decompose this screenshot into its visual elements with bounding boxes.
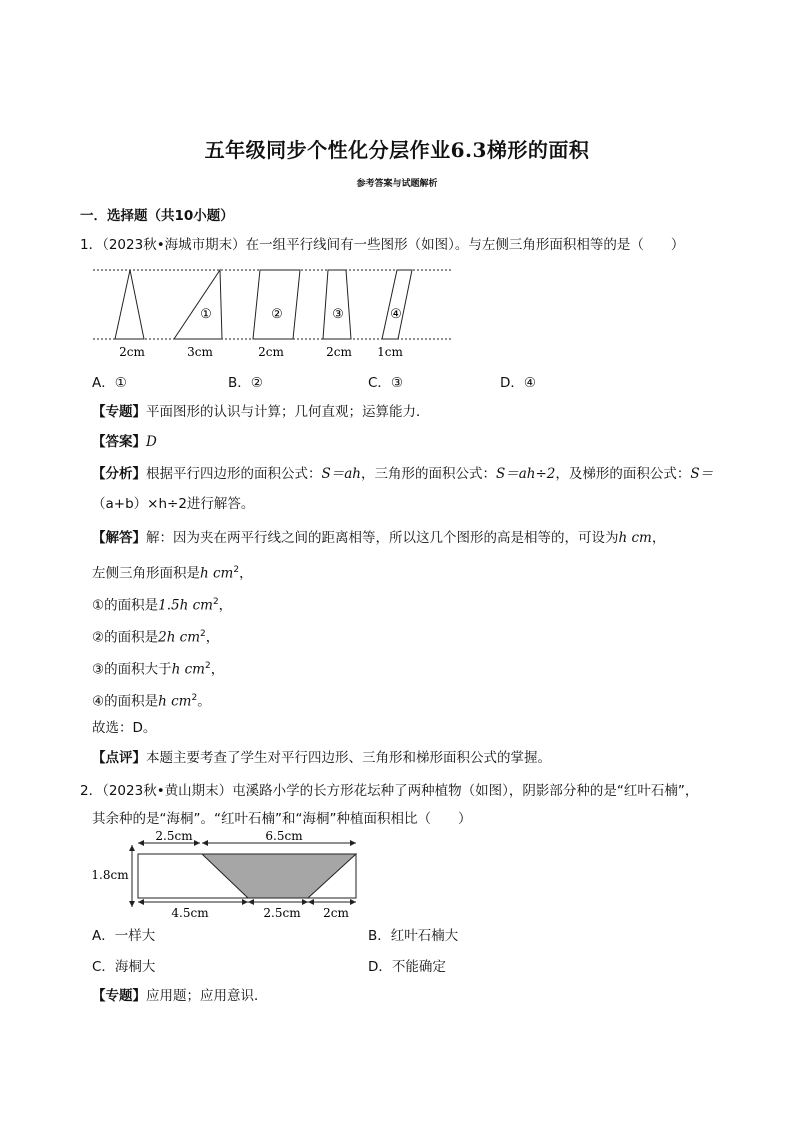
arrow-head	[194, 840, 200, 846]
parallelogram-formula: S＝ah	[321, 466, 361, 482]
punct: ，	[651, 530, 666, 546]
answer-value: D	[146, 434, 157, 450]
arrow-head	[242, 899, 248, 905]
area-value: 1.5h cm	[158, 597, 213, 614]
shape-marker: ②	[92, 629, 105, 646]
q1-stem: 1．（2023秋•海城市期末）在一组平行线间有一些图形（如图）。与左侧三角形面积相等的是（ ）	[80, 237, 685, 253]
q1-base-label: 2cm	[326, 345, 352, 359]
q1-marker-2: ②	[271, 307, 283, 322]
q2-top-right-label: 6.5cm	[265, 830, 303, 843]
shape-marker: ③	[92, 661, 105, 678]
q2-bottom-left-label: 4.5cm	[171, 906, 209, 920]
q2-option-d: D．不能确定	[368, 959, 446, 975]
square-exponent: 2	[191, 693, 198, 703]
q2-stem-line2: 其余种的是“海桐”。“红叶石楠”和“海桐”种植面积相比（ ）	[92, 811, 472, 827]
punct: ，	[239, 565, 253, 582]
q1-shape-1-triangle	[174, 270, 222, 339]
q1-solution-shape2	[92, 624, 219, 648]
q2-height-label: 1.8cm	[91, 868, 129, 882]
q1-option-a: A．①	[92, 375, 127, 391]
q1-base-label: 2cm	[258, 345, 284, 359]
q2-option-a: A．一样大	[92, 928, 156, 944]
punct: ，	[205, 629, 220, 646]
square-exponent: 2	[200, 629, 206, 639]
square-exponent: 2	[233, 565, 240, 575]
q2-top-left-label: 2.5cm	[155, 830, 193, 843]
q1-solution-line2	[92, 560, 253, 584]
solution-text: 的面积是	[104, 693, 159, 710]
q2-option-c: C．海桐大	[92, 959, 156, 975]
q1-solution-shape3	[92, 656, 224, 680]
arrow-head	[138, 899, 144, 905]
q1-option-d: D．④	[500, 375, 536, 391]
arrow-head	[129, 901, 135, 907]
q1-shape-4-parallelogram	[382, 270, 412, 339]
q1-shape-3-trapezoid	[323, 270, 351, 339]
q2-topic	[92, 986, 268, 1006]
q1-solution-shape1	[92, 592, 232, 616]
area-value: 2h cm	[158, 629, 201, 646]
q2-bottom-right-label: 2cm	[323, 906, 349, 920]
area-value: h cm	[171, 661, 205, 678]
area-value: h cm	[158, 693, 192, 710]
q1-base-label: 3cm	[187, 345, 213, 359]
q1-choose: 故选：D。	[92, 720, 157, 736]
comment-tag: 【点评】	[92, 750, 146, 766]
trapezoid-formula-start: S＝	[690, 466, 714, 482]
analysis-text: ，及梯形的面积公式：	[555, 466, 691, 482]
q1-base-label: 1cm	[377, 345, 403, 359]
topic-text: 应用题；应用意识．	[146, 988, 268, 1004]
analysis-text: 根据平行四边形的面积公式：	[146, 466, 322, 482]
comment-text: 本题主要考查了学生对平行四边形、三角形和梯形面积公式的掌握。	[146, 750, 551, 766]
arrow-head	[129, 845, 135, 851]
arrow-head	[302, 899, 308, 905]
area-value: h cm	[200, 565, 234, 582]
arrow-head	[350, 840, 356, 846]
solution-text: 的面积是	[104, 597, 159, 614]
q1-option-b: B．②	[228, 375, 263, 391]
page-subtitle: 参考答案与试题解析	[356, 179, 438, 189]
arrow-head	[138, 840, 144, 846]
height-unit: h cm	[618, 530, 652, 546]
topic-tag: 【专题】	[92, 404, 146, 420]
q2-figure	[88, 830, 378, 920]
page-title: 五年级同步个性化分层作业6.3梯形的面积	[204, 138, 590, 162]
q2-option-b: B．红叶石楠大	[368, 928, 459, 944]
solution-text: 的面积大于	[104, 661, 172, 678]
analysis-tag: 【分析】	[92, 466, 146, 482]
q1-analysis-line1	[92, 464, 713, 484]
q1-answer	[92, 432, 157, 452]
q1-solution-shape4	[92, 688, 211, 712]
punct: ，	[218, 597, 233, 614]
q2-bottom-mid-label: 2.5cm	[263, 906, 301, 920]
q1-marker-3: ③	[332, 307, 344, 322]
q1-solution-line1	[92, 528, 665, 548]
topic-tag: 【专题】	[92, 988, 146, 1004]
q1-figure	[90, 264, 460, 364]
analysis-text: ，三角形的面积公式：	[361, 466, 496, 482]
solution-text: 左侧三角形面积是	[92, 565, 200, 582]
answer-tag: 【答案】	[92, 434, 146, 450]
q1-marker-4: ④	[390, 307, 402, 322]
shaded-trapezoid	[202, 854, 356, 898]
q1-option-c: C．③	[368, 375, 404, 391]
section-heading: 一．选择题（共10小题）	[80, 208, 234, 224]
q1-comment	[92, 748, 551, 768]
triangle-formula: S＝ah÷2	[496, 466, 556, 482]
q1-topic	[92, 402, 430, 422]
arrow-head	[248, 899, 254, 905]
shape-marker: ④	[92, 693, 105, 710]
q1-shape-2-parallelogram	[253, 270, 300, 339]
solution-text: 的面积是	[104, 629, 159, 646]
square-exponent: 2	[204, 661, 211, 671]
square-exponent: 2	[212, 597, 219, 607]
q1-reference-triangle	[115, 270, 144, 339]
solution-tag: 【解答】	[92, 530, 146, 546]
q1-base-label: 2cm	[119, 345, 145, 359]
q1-marker-1: ①	[200, 307, 212, 322]
shape-marker: ①	[92, 597, 105, 614]
q2-stem-line1: 2．（2023秋•黄山期末）屯溪路小学的长方形花坛种了两种植物（如图），阴影部分种的是“红叶石楠”，	[80, 783, 699, 799]
q1-analysis-line2: （a+b）×h÷2进行解答。	[92, 496, 255, 512]
punct: 。	[197, 693, 211, 710]
topic-text: 平面图形的认识与计算；几何直观；运算能力．	[146, 404, 430, 420]
solution-text: 解：因为夹在两平行线之间的距离相等，所以这几个图形的高是相等的，可设为	[146, 530, 619, 546]
punct: ，	[210, 661, 225, 678]
arrow-head	[350, 899, 356, 905]
arrow-head	[202, 840, 208, 846]
arrow-head	[308, 899, 314, 905]
